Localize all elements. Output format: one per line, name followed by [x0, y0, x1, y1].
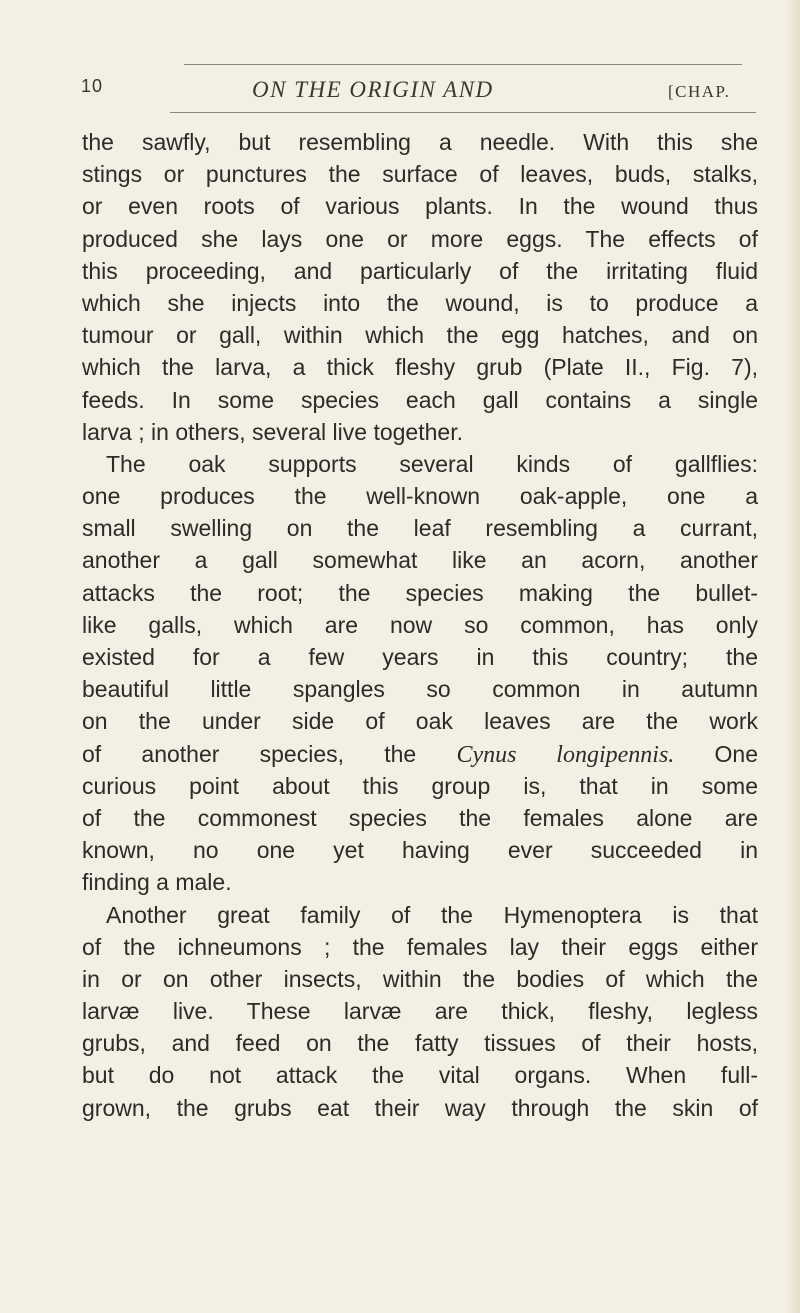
text-line: or even roots of various plants. In the wound thus [82, 193, 758, 220]
body-text [82, 126, 758, 1124]
text-line: larva ; in others, several live together. [82, 418, 463, 445]
text-line: finding a male. [82, 869, 232, 896]
text-line: of the commonest species the females alone are [82, 804, 758, 831]
text-line: which the larva, a thick fleshy grub (Plate II., Fig. 7), [82, 354, 758, 381]
text-line: produced she lays one or more eggs. The effects of [82, 225, 758, 252]
line-segment: One [674, 740, 758, 767]
text-line: grubs, and feed on the fatty tissues of their hosts, [82, 1030, 758, 1057]
chapter-mark: [CHAP. [668, 82, 731, 101]
text-line: existed for a few years in this country; the [82, 644, 758, 670]
text-line-with-species [82, 738, 758, 770]
text-line: like galls, which are now so common, has only [82, 611, 758, 638]
text-line: feeds. In some species each gall contains a single [82, 386, 758, 413]
text-line: this proceeding, and particularly of the irritating fluid [82, 257, 758, 284]
text-line: on the under side of oak leaves are the work [82, 708, 758, 735]
text-line: of the ichneumons ; the females lay their eggs either [82, 933, 758, 960]
text-line: in or on other insects, within the bodies of which the [82, 965, 758, 992]
text-line: attacks the root; the species making the bullet- [82, 579, 758, 606]
running-header [0, 0, 800, 110]
running-title: ON THE ORIGIN AND [252, 77, 494, 102]
text-line: another a gall somewhat like an acorn, another [82, 547, 758, 574]
text-line: larvæ live. These larvæ are thick, fleshy, legless [82, 998, 758, 1025]
text-line: stings or punctures the surface of leaves, buds, stalks, [82, 161, 758, 188]
header-rule-top [184, 64, 742, 65]
text-line: which she injects into the wound, is to produce a [82, 289, 758, 316]
text-line: known, no one yet having ever succeeded in [82, 837, 758, 864]
text-line: but do not attack the vital organs. When full- [82, 1062, 758, 1089]
text-line: beautiful little spangles so common in autumn [82, 676, 758, 703]
paragraph-start: The oak supports several kinds of gallflies: [106, 450, 758, 477]
text-line: grown, the grubs eat their way through the skin of [82, 1094, 758, 1121]
paragraph-start: Another great family of the Hymenoptera is that [106, 901, 758, 928]
text-line: curious point about this group is, that in some [82, 772, 758, 799]
page-number: 10 [81, 76, 104, 96]
text-line: small swelling on the leaf resembling a currant, [82, 515, 758, 542]
page-edge [786, 0, 800, 1313]
text-line: tumour or gall, within which the egg hatches, and on [82, 322, 758, 349]
header-rule-bottom [170, 112, 756, 113]
text-line: the sawfly, but resembling a needle. With this she [82, 129, 758, 155]
line-segment: of another species, the [82, 740, 457, 767]
species-name: Cynus longipennis. [456, 741, 675, 768]
text-line: one produces the well-known oak-apple, one a [82, 483, 758, 510]
